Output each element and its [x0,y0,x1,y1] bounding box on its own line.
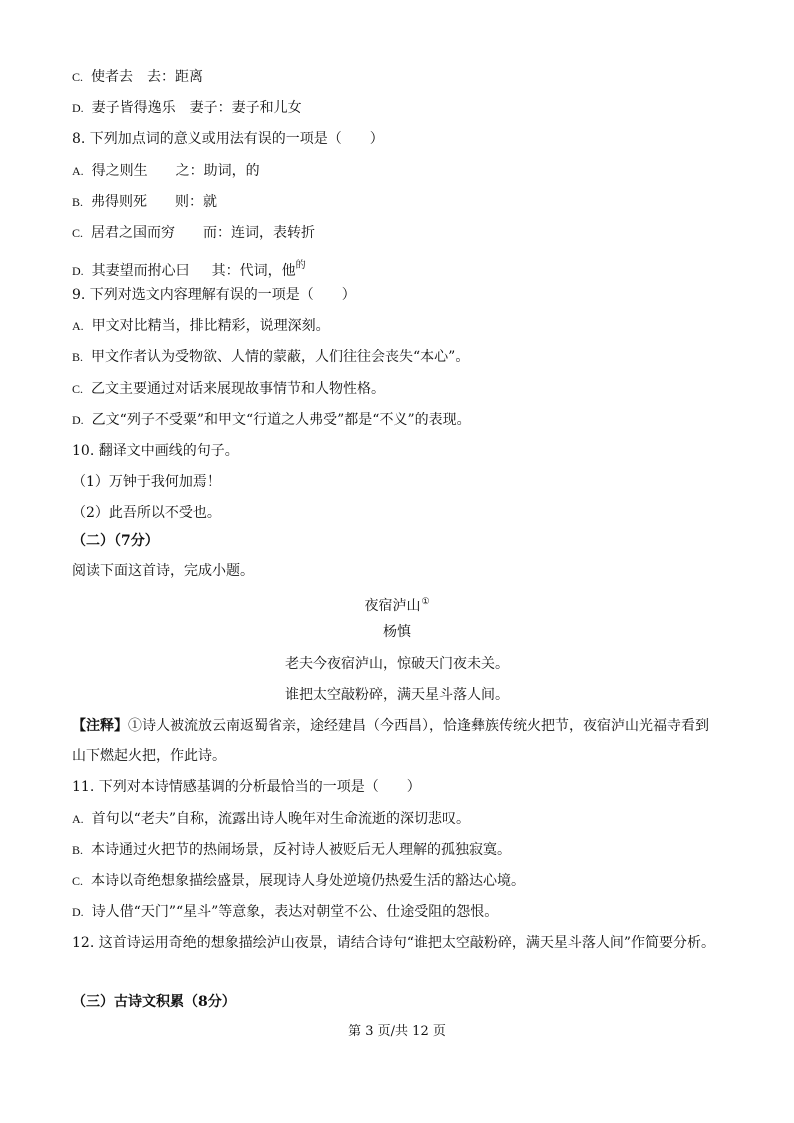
q10-item-1: （1）万钟于我何加焉！ [72,474,221,490]
q8-option-c [72,223,315,243]
q11-option-d [72,902,498,922]
option-letter: D. [72,413,84,427]
q9-option-b [72,347,469,367]
option-letter: B. [72,195,84,209]
option-letter: D. [72,101,84,115]
q11-option-c [72,871,525,891]
reading-instruction: 阅读下面这首诗，完成小题。 [72,563,254,579]
option-gloss: 妻子：妻子和儿女 [189,100,302,116]
poem-author: 杨慎 [383,624,411,640]
option-letter: A. [72,319,84,333]
q8-option-a [72,161,260,181]
option-letter: B. [72,843,84,857]
option-letter: C. [72,874,84,888]
annotation-label: 【注释】 [72,718,128,734]
option-phrase: 居君之国而穷 [91,225,176,241]
option-text: 首句以“老夫”自称，流露出诗人晚年对生命流逝的深切悲叹。 [91,811,470,827]
option-letter: C. [72,382,84,396]
section-3-heading: （三）古诗文积累（8分） [72,994,236,1010]
question-8: 8. 下列加点词的意义或用法有误的一项是（ ） [72,131,384,147]
question-10: 10. 翻译文中画线的句子。 [72,443,239,459]
q8-option-b [72,192,217,212]
option-gloss: 而：连词，表转折 [203,225,316,241]
option-phrase: 得之则生 [91,163,148,179]
option-phrase: 妻子皆得逸乐 [91,100,176,116]
option-text: 乙文“列子不受粟”和甲文“行道之人弗受”都是“不义”的表现。 [91,412,471,428]
poem-line-1: 老夫今夜宿泸山，惊破天门夜未关。 [285,656,509,672]
question-12: 12. 这首诗运用奇绝的想象描绘泸山夜景，请结合诗句“谁把太空敲粉碎，满天星斗落人间”作简要分析。 [72,935,716,951]
option-phrase: 使者去 [91,69,134,85]
option-text: 诗人借“天门”“星斗”等意象，表达对朝堂不公、仕途受阻的怨恨。 [91,904,499,920]
option-letter: A. [72,812,84,826]
question-11: 11. 下列对本诗情感基调的分析最恰当的一项是（ ） [72,779,421,795]
poem-title [0,592,794,616]
option-text: 乙文主要通过对话来展现故事情节和人物性格。 [91,381,386,397]
page-footer: 第 3 页/共 12 页 [348,1024,446,1039]
option-text: 甲文作者认为受物欲、人情的蒙蔽，人们往往会丧失“本心”。 [91,349,470,365]
poem-line-2: 谁把太空敲粉碎，满天星斗落人间。 [285,687,509,703]
q9-option-c [72,379,385,399]
option-d-line [72,98,302,118]
q8-option-d [72,256,306,281]
section-2-heading: （二）（7分） [72,533,159,549]
q10-item-2: （2）此吾所以不受也。 [72,505,221,521]
option-gloss: 则：就 [175,194,218,210]
option-phrase: 其妻望而拊心曰 [91,263,190,279]
option-letter: D. [72,264,84,278]
q11-option-b [72,840,511,860]
option-letter: C. [72,226,84,240]
poem-title-text: 夜宿泸山 [364,598,421,614]
q11-option-a [72,809,470,829]
poem-annotation [72,716,709,736]
option-gloss-tail: 的 [295,260,306,271]
option-gloss: 去：距离 [147,69,204,85]
question-9: 9. 下列对选文内容理解有误的一项是（ ） [72,287,356,303]
option-text: 本诗通过火把节的热闹场景，反衬诗人被贬后无人理解的孤独寂寞。 [91,842,512,858]
option-phrase: 弗得则死 [91,194,148,210]
annotation-text: ①诗人被流放云南返蜀省亲，途经建昌（今西昌），恰逢彝族传统火把节，夜宿泸山光福寺看到 [128,718,709,734]
option-letter: A. [72,164,84,178]
q9-option-a [72,316,330,336]
poem-note-mark: ① [421,597,430,607]
option-text: 甲文对比精当，排比精彩，说理深刻。 [91,318,330,334]
option-gloss: 之：助词，的 [175,163,260,179]
option-letter: C. [72,70,84,84]
option-letter: D. [72,905,84,919]
option-text: 本诗以奇绝想象描绘盛景，展现诗人身处逆境仍热爱生活的豁达心境。 [91,873,526,889]
option-c-line [72,67,203,87]
q9-option-d [72,410,471,430]
poem-annotation-cont: 山下燃起火把，作此诗。 [72,748,226,764]
option-gloss: 其：代词，他 [211,263,296,279]
option-letter: B. [72,350,84,364]
